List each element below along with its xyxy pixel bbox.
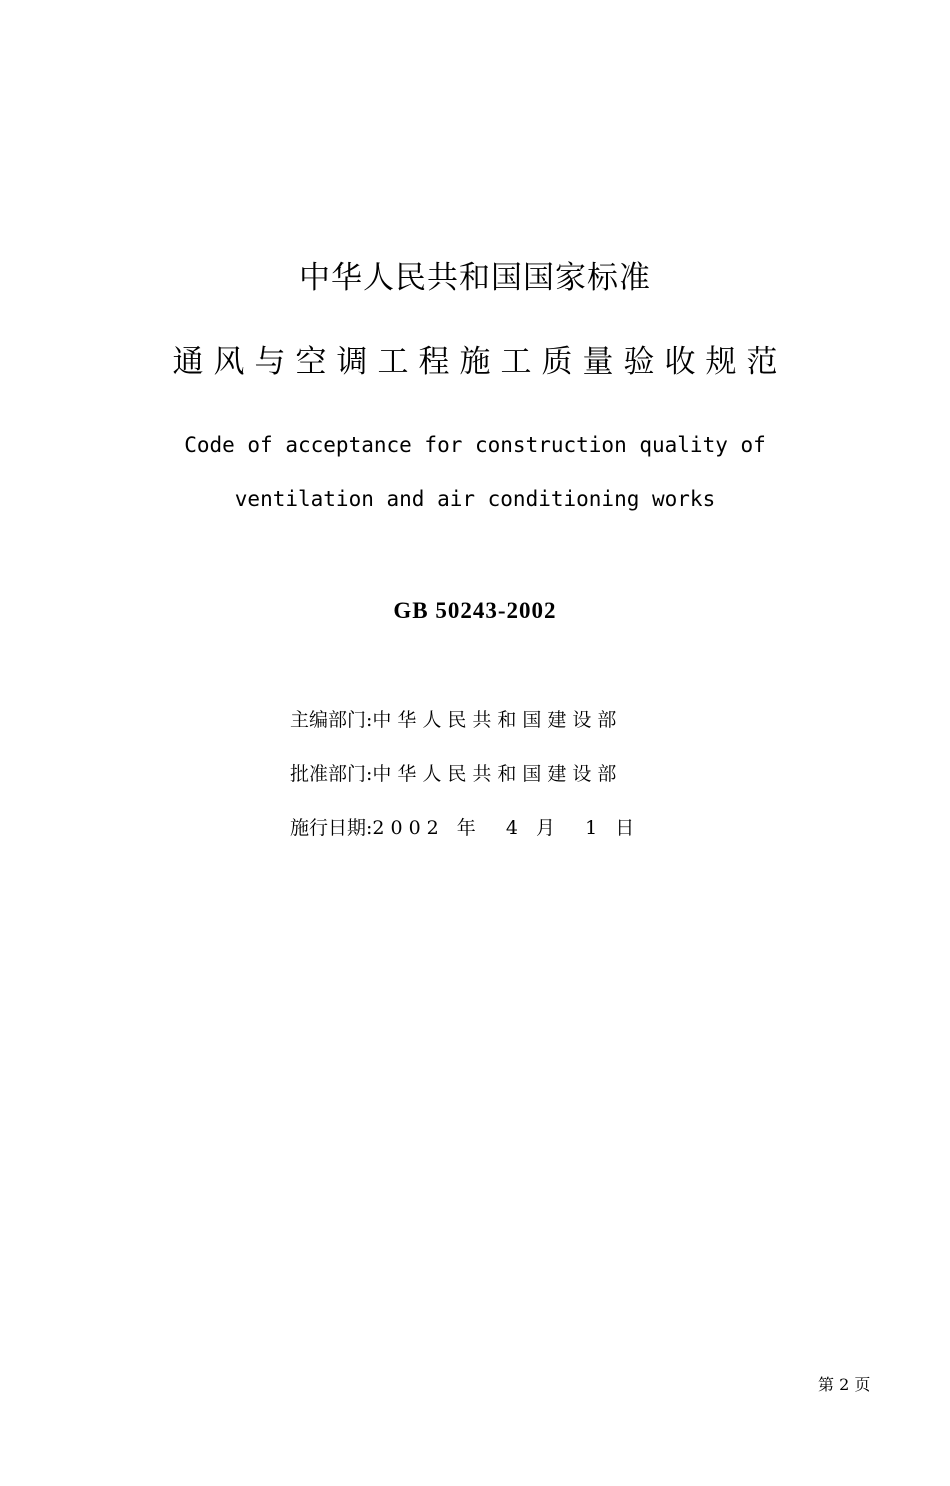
approver-department-label: 批准部门:	[290, 763, 373, 785]
page-number: 第 2 页	[818, 1375, 871, 1394]
national-standard-heading: 中华人民共和国国家标准	[299, 260, 651, 296]
effective-date-label: 施行日期:	[290, 817, 373, 839]
editor-department-row	[290, 706, 622, 734]
editor-department-value: 中华人民共和国建设部	[372, 709, 623, 731]
editor-department-label: 主编部门:	[290, 709, 373, 731]
document-title-english-line1: Code of acceptance for construction quality of	[184, 433, 766, 457]
effective-date-row	[290, 814, 640, 842]
document-title-chinese: 通风与空调工程施工质量验收规范	[172, 344, 788, 380]
approver-department-value: 中华人民共和国建设部	[372, 763, 623, 785]
standard-code: GB 50243-2002	[393, 598, 557, 623]
document-title-english-line2: ventilation and air conditioning works	[234, 487, 716, 511]
effective-date-value: 2002 年 4 月 1 日	[372, 817, 641, 839]
approver-department-row	[290, 760, 622, 788]
